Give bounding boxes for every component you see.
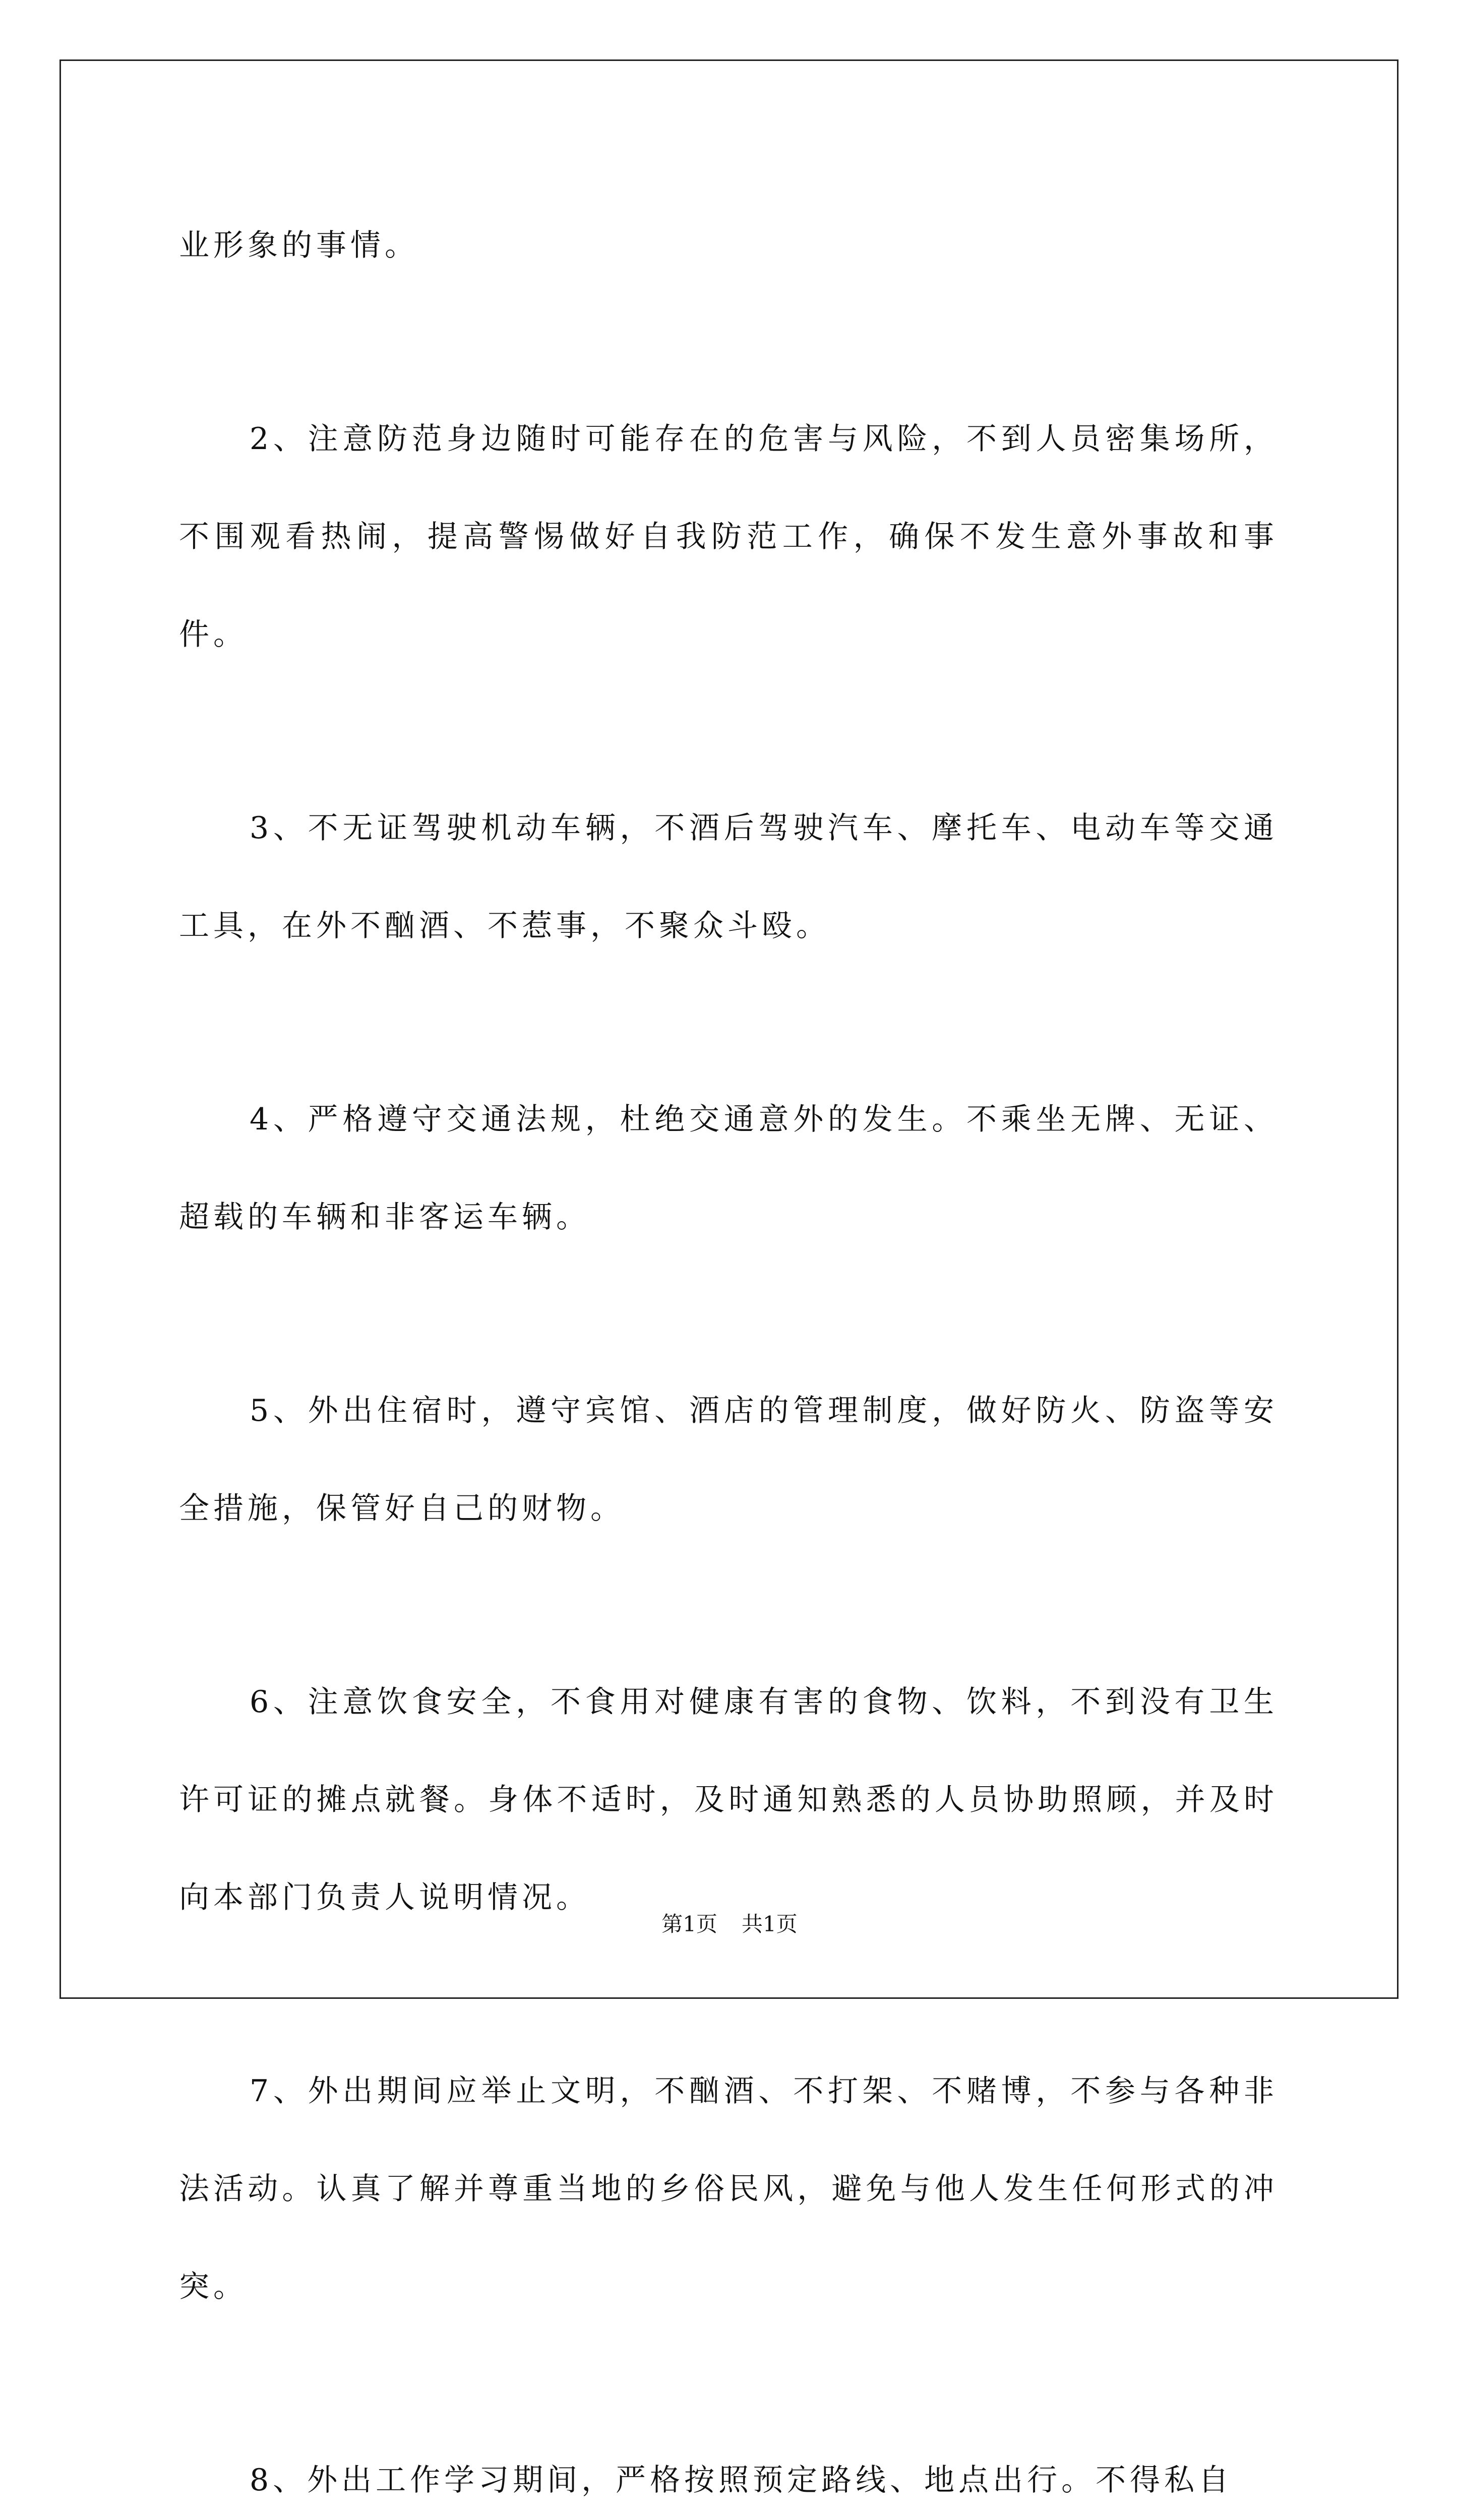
document-body: [179, 197, 1278, 2520]
paragraph-item-3: 3、不无证驾驶机动车辆，不酒后驾驶汽车、摩托车、电动车等交通工具，在外不酗酒、不惹事，不聚众斗殴。: [179, 810, 1278, 943]
paragraph-item-8: 8、外出工作学习期间，严格按照预定路线、地点出行。不得私自: [250, 2463, 1233, 2498]
paragraph-item-6: 6、注意饮食安全，不食用对健康有害的食物、饮料，不到没有卫生许可证的摊点就餐。身体不适时，及时通知熟悉的人员协助照顾，并及时向本部门负责人说明情况。: [179, 1684, 1278, 1915]
page-footer: [0, 1908, 1459, 1938]
page-number: 第1页: [661, 1912, 717, 1936]
paragraph-item-5: 5、外出住宿时，遵守宾馆、酒店的管理制度，做好防火、防盗等安全措施，保管好自己的财物。: [179, 1393, 1278, 1526]
paragraph-item-2: 2、注意防范身边随时可能存在的危害与风险，不到人员密集场所，不围观看热闹，提高警惕做好自我防范工作，确保不发生意外事故和事件。: [179, 421, 1278, 652]
paragraph-item-7: 7、外出期间应举止文明，不酗酒、不打架、不赌博，不参与各种非法活动。认真了解并尊重当地的乡俗民风，避免与他人发生任何形式的冲突。: [179, 2073, 1278, 2304]
paragraph-item-4: 4、严格遵守交通法规，杜绝交通意外的发生。不乘坐无牌、无证、超载的车辆和非客运车辆。: [179, 1102, 1278, 1235]
paragraph-continuation: 业形象的事情。: [179, 228, 419, 263]
page-total: 共1页: [742, 1912, 798, 1936]
